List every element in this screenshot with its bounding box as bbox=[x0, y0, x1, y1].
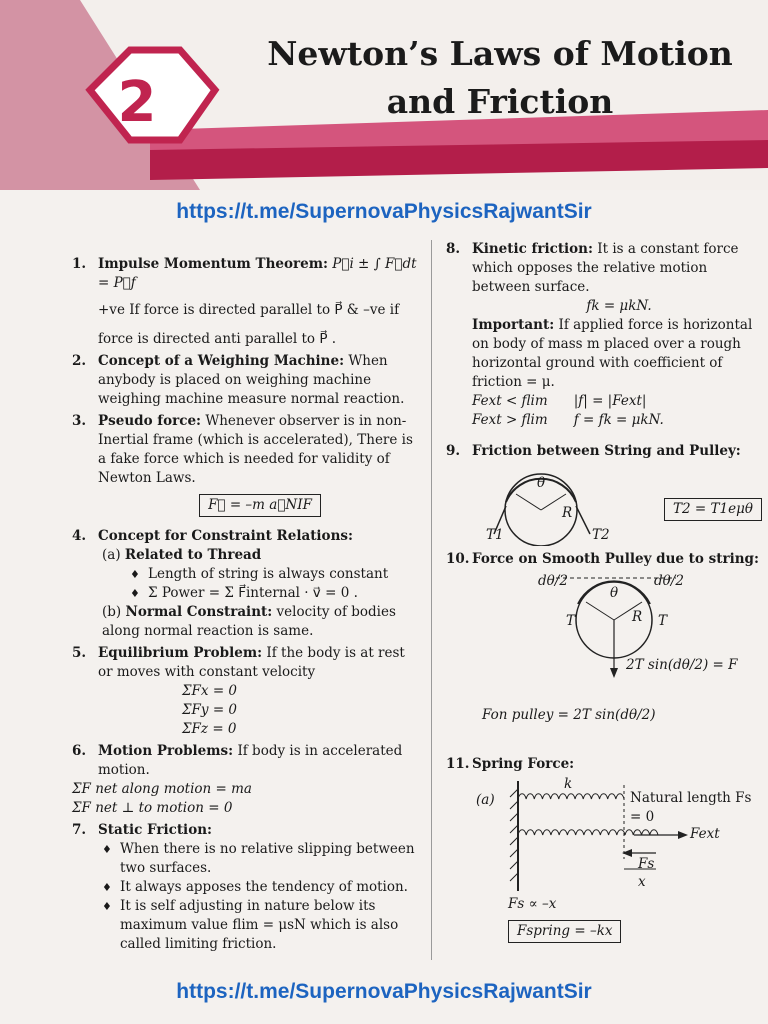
item-heading: Static Friction: bbox=[98, 822, 212, 838]
telegram-link-top[interactable]: https://t.me/SupernovaPhysicsRajwantSir bbox=[176, 200, 592, 223]
condition: Fext < flim bbox=[472, 393, 548, 409]
important-text: If applied force is horizontal on body of mass m placed over a rough horizontal ground with coefficient of friction = μ. bbox=[472, 317, 753, 390]
radius-label: R bbox=[562, 505, 573, 521]
item-heading: Pseudo force: bbox=[98, 413, 202, 429]
right-column bbox=[446, 240, 766, 943]
sub-text: velocity of bodies along normal reaction is same. bbox=[102, 604, 396, 639]
important-heading: Important: bbox=[472, 317, 555, 333]
item-heading: Concept of a Weighing Machine: bbox=[98, 353, 345, 369]
item-text: If the body is at rest or moves with constant velocity bbox=[98, 645, 405, 680]
pulley-friction-formula: T2 = T1eμθ bbox=[664, 498, 762, 521]
item-number: 2. bbox=[72, 353, 87, 369]
chapter-number: 2 bbox=[117, 70, 157, 135]
dtheta-label: dθ/2 bbox=[654, 573, 684, 589]
spring-formula: Fspring = –kx bbox=[508, 920, 621, 943]
item-heading: Motion Problems: bbox=[98, 743, 234, 759]
item-number: 4. bbox=[72, 528, 87, 544]
title-line-1: Newton’s Laws of Motion bbox=[267, 34, 733, 73]
column-divider bbox=[431, 240, 432, 960]
tension-label: T1 bbox=[486, 527, 504, 543]
left-column bbox=[72, 255, 422, 957]
displacement-label: x bbox=[638, 874, 646, 890]
spring-constant-label: k bbox=[564, 776, 573, 792]
sub-label: (b) bbox=[102, 604, 122, 620]
natural-length-label: Natural length Fs = 0 bbox=[630, 790, 752, 825]
item-constraint-relations bbox=[72, 527, 422, 641]
item-text: It is a constant force which opposes the relative motion between surface. bbox=[472, 241, 739, 295]
item-weighing-machine bbox=[72, 352, 422, 409]
item-smooth-pulley bbox=[446, 550, 766, 569]
condition: Fext > flim bbox=[472, 412, 548, 428]
equation: ΣF net along motion = ma bbox=[72, 781, 252, 797]
sub-item-thread bbox=[102, 546, 422, 565]
theta-label: θ bbox=[610, 585, 619, 601]
external-force-label: Fext bbox=[690, 826, 720, 842]
item-heading: Spring Force: bbox=[472, 756, 575, 772]
item-number: 3. bbox=[72, 413, 87, 429]
item-impulse-momentum bbox=[72, 255, 422, 349]
bullet-item: ♦ When there is no relative slipping between two surfaces. bbox=[98, 840, 422, 878]
item-heading: Impulse Momentum Theorem: bbox=[98, 256, 328, 272]
sub-item-normal bbox=[102, 603, 422, 641]
item-number: 11. bbox=[446, 756, 470, 772]
item-text: +ve If force is directed parallel to P⃗ & –ve if bbox=[98, 302, 400, 318]
equation: ΣFy = 0 bbox=[182, 702, 238, 718]
theta-label: θ bbox=[537, 475, 546, 491]
item-number: 9. bbox=[446, 443, 461, 459]
spring-figure bbox=[446, 777, 766, 895]
item-heading: Equilibrium Problem: bbox=[98, 645, 263, 661]
item-text: force is directed anti parallel to P⃗ . bbox=[98, 331, 337, 347]
item-heading: Concept for Constraint Relations: bbox=[98, 528, 353, 544]
item-number: 1. bbox=[72, 256, 87, 272]
impulse-formula: P⃗i ± ∫ F⃗dt = P⃗f bbox=[98, 256, 417, 291]
dtheta-label: dθ/2 bbox=[538, 573, 568, 589]
item-heading: Friction between String and Pulley: bbox=[472, 443, 741, 459]
pulley-friction-figure bbox=[446, 464, 766, 546]
condition-result: f = fk = μkN. bbox=[573, 412, 664, 428]
bullet-item: ♦ It is self adjusting in nature below its maximum value flim = μsN which is also called limiting friction. bbox=[98, 897, 422, 954]
item-text: Whenever observer is in non-Inertial frame (which is accelerated), There is a fake force which is needed for validity of Newton Laws. bbox=[98, 413, 413, 486]
condition-result: |f| = |Fext| bbox=[573, 393, 647, 409]
sub-label: (a) bbox=[102, 547, 121, 563]
page-title bbox=[230, 30, 768, 126]
item-spring-force bbox=[446, 755, 766, 774]
bullet-item: ♦ Σ Power = Σ F⃗internal · v⃗ = 0 . bbox=[126, 584, 422, 603]
item-text: When anybody is placed on weighing machine weighing machine measure normal reaction. bbox=[98, 353, 405, 407]
tension-label: T bbox=[566, 613, 576, 629]
item-text: If body is in accelerated motion. bbox=[98, 743, 403, 778]
smooth-pulley-figure bbox=[446, 572, 766, 684]
sub-heading: Related to Thread bbox=[124, 547, 262, 563]
item-pseudo-force bbox=[72, 412, 422, 517]
item-number: 7. bbox=[72, 822, 87, 838]
telegram-link-bottom[interactable]: https://t.me/SupernovaPhysicsRajwantSir bbox=[176, 980, 592, 1003]
spring-force-label: Fs bbox=[638, 856, 655, 872]
item-number: 8. bbox=[446, 241, 461, 257]
item-static-friction bbox=[72, 821, 422, 954]
item-heading: Kinetic friction: bbox=[472, 241, 593, 257]
item-motion-problems bbox=[72, 742, 422, 818]
item-kinetic-friction bbox=[446, 240, 766, 430]
spring-proportionality: Fs ∝ –x bbox=[508, 896, 557, 912]
item-number: 6. bbox=[72, 743, 87, 759]
sub-label: (a) bbox=[476, 792, 495, 808]
pulley-force-equation: 2T sin(dθ/2) = F bbox=[626, 657, 738, 673]
equation: ΣF net ⊥ to motion = 0 bbox=[72, 800, 233, 816]
pulley-force-formula: Fon pulley = 2T sin(dθ/2) bbox=[482, 707, 656, 723]
item-string-pulley bbox=[446, 442, 766, 461]
item-number: 10. bbox=[446, 551, 470, 567]
title-line-2: and Friction bbox=[386, 82, 614, 121]
item-number: 5. bbox=[72, 645, 87, 661]
equation: ΣFz = 0 bbox=[182, 721, 237, 737]
item-equilibrium bbox=[72, 644, 422, 739]
item-heading: Force on Smooth Pulley due to string: bbox=[472, 551, 759, 567]
tension-label: T bbox=[658, 613, 668, 629]
radius-label: R bbox=[632, 609, 643, 625]
tension-label: T2 bbox=[592, 527, 610, 543]
equation: ΣFx = 0 bbox=[182, 683, 238, 699]
bullet-item: ♦ Length of string is always constant bbox=[126, 565, 422, 584]
kinetic-formula: fk = μkN. bbox=[586, 298, 652, 314]
bullet-item: ♦ It always apposes the tendency of motion. bbox=[98, 878, 422, 897]
pseudo-force-formula: F⃗ = –m a⃗NIF bbox=[199, 494, 321, 517]
sub-heading: Normal Constraint: bbox=[125, 604, 273, 620]
